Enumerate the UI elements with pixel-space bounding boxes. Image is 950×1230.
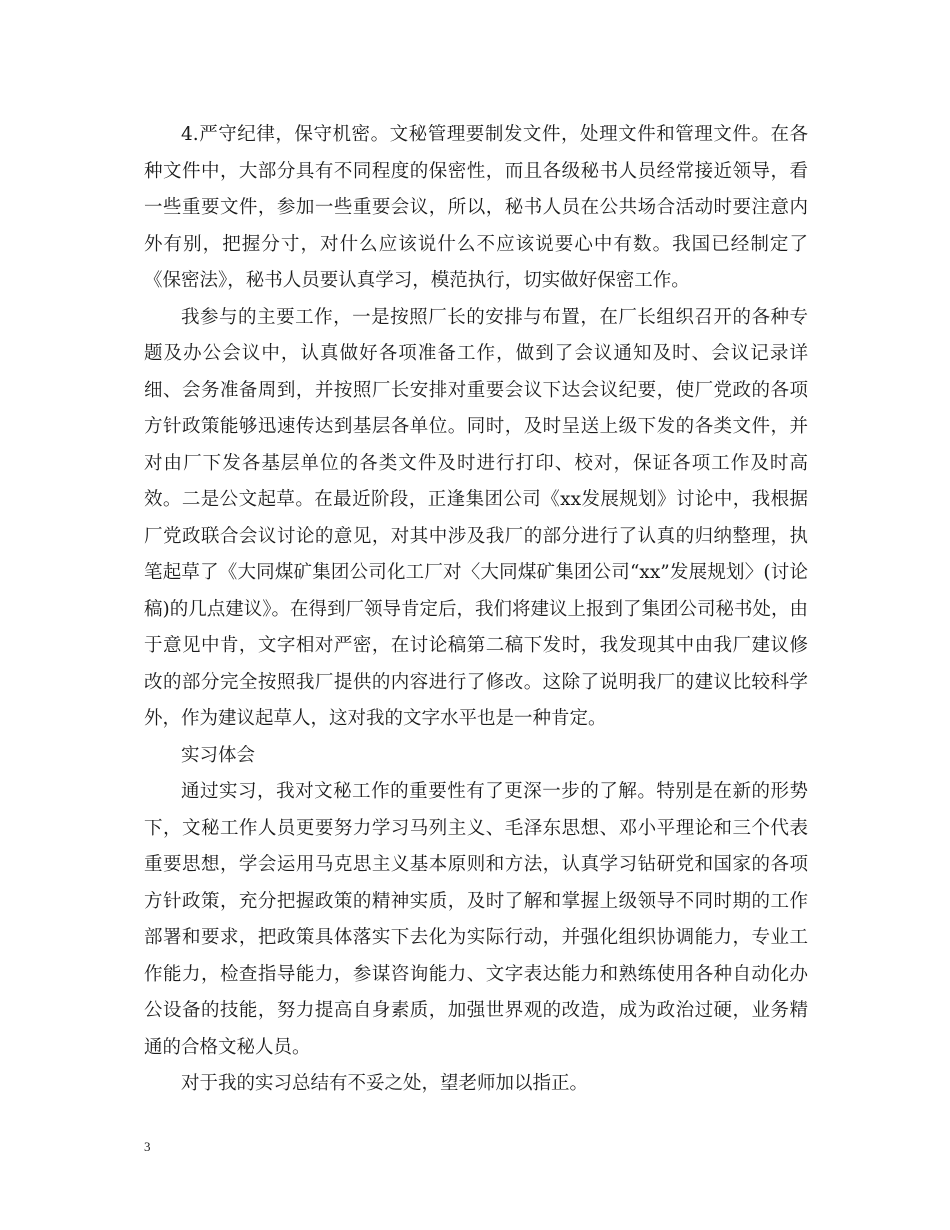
- paragraph-closing: 对于我的实习总结有不妥之处，望老师加以指正。: [181, 1073, 589, 1094]
- paragraph-confidentiality: 4.严守纪律，保守机密。文秘管理要制发文件，处理文件和管理文件。在各种文件中，大部分具有不同程度的保密性，而且各级秘书人员经常接近领导，看一些重要文件，参加一些重要会议，所以，秘书人员在公共场合活动时要注意内外有别，把握分寸，对什么应该说什么不应该说要心中有数。我国已经制定了《保密法》，秘书人员要认真学习，模范执行，切实做好保密工作。: [144, 124, 808, 291]
- page-number: 3: [144, 1139, 151, 1154]
- section-heading-internship-experience: 实习体会: [181, 744, 256, 766]
- paragraph-experience: 通过实习，我对文秘工作的重要性有了更深一步的了解。特别是在新的形势下，文秘工作人员更要努力学习马列主义、毛泽东思想、邓小平理论和三个代表重要思想，学会运用马克思主义基本原则和方法，认真学习钻研党和国家的各项方针政策，充分把握政策的精神实质，及时了解和掌握上级领导不同时期的工作部署和要求，把政策具体落实下去化为实际行动，并强化组织协调能力，专业工作能力，检查指导能力，参谋咨询能力、文字表达能力和熟练使用各种自动化办公设备的技能，努力提高自身素质，加强世界观的改造，成为政治过硬，业务精通的合格文秘人员。: [144, 781, 808, 1058]
- document-body: [144, 117, 808, 1103]
- paragraph-main-work: 我参与的主要工作，一是按照厂长的安排与布置，在厂长组织召开的各种专题及办公会议中，认真做好各项准备工作，做到了会议通知及时、会议记录详细、会务准备周到，并按照厂长安排对重要会议下达会议纪要，使厂党政的各项方针政策能够迅速传达到基层各单位。同时，及时呈送上级下发的各类文件，并对由厂下发各基层单位的各类文件及时进行打印、校对，保证各项工作及时高效。二是公文起草。在最近阶段，正逢集团公司《xx发展规划》讨论中，我根据厂党政联合会议讨论的意见，对其中涉及我厂的部分进行了认真的归纳整理，执笔起草了《大同煤矿集团公司化工厂对〈大同煤矿集团公司“xx”发展规划〉(讨论稿)的几点建议》。在得到厂领导肯定后，我们将建议上报到了集团公司秘书处，由于意见中肯，文字相对严密，在讨论稿第二稿下发时，我发现其中由我厂建议修改的部分完全按照我厂提供的内容进行了修改。这除了说明我厂的建议比较科学外，作为建议起草人，这对我的文字水平也是一种肯定。: [144, 306, 808, 729]
